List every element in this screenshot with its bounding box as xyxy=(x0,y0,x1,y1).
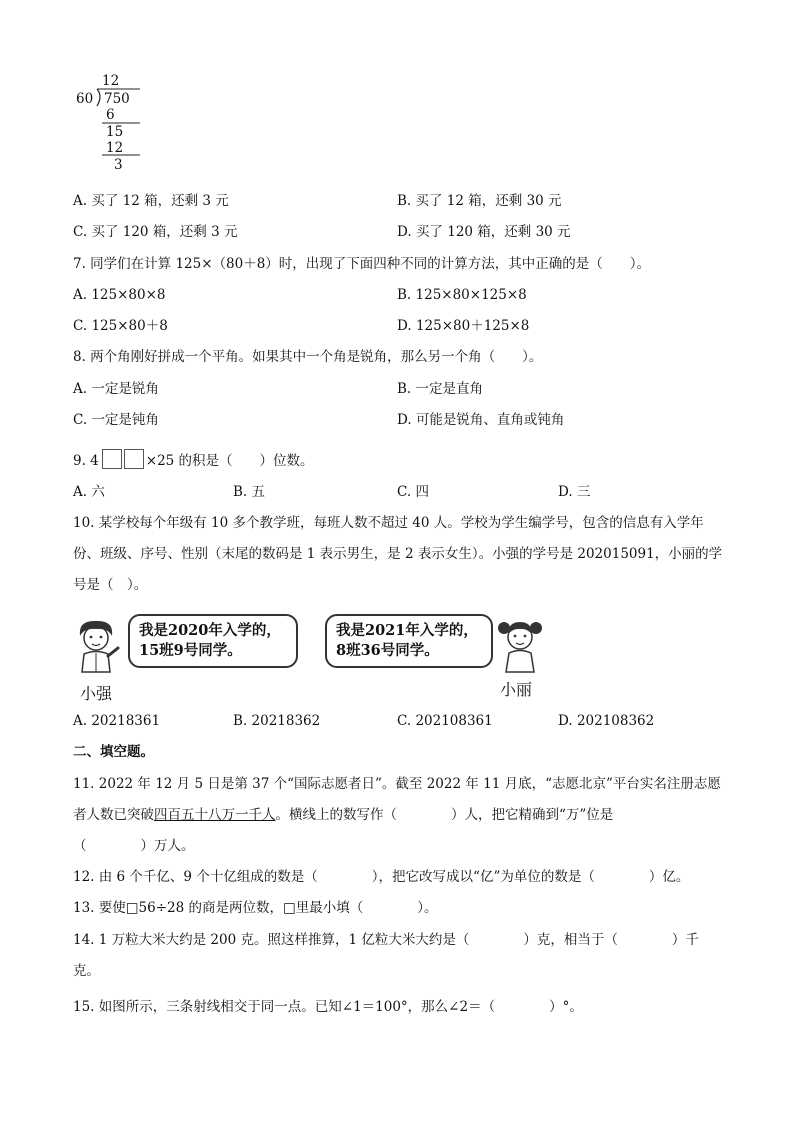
division-step2: 15 xyxy=(106,124,124,140)
division-quotient: 12 xyxy=(102,73,120,89)
question-8-stem: 8. 两个角刚好拼成一个平角。如果其中一个角是锐角，那么另一个角（ ）。 xyxy=(73,349,543,365)
option-b[interactable]: B. 20218362 xyxy=(233,713,321,729)
division-divisor: 60 xyxy=(76,91,94,107)
option-c[interactable]: C. 125×80＋8 xyxy=(73,318,168,334)
division-step3: 12 xyxy=(106,140,124,156)
boy-speech-bubble: 我是2020年入学的， 15班9号同学。 xyxy=(128,614,298,668)
option-a[interactable]: A. 一定是锐角 xyxy=(73,381,159,397)
option-a[interactable]: A. 买了 12 箱，还剩 3 元 xyxy=(73,193,229,209)
boy-name: 小强 xyxy=(80,684,113,703)
question-12: 12. 由 6 个千亿、9 个十亿组成的数是（ ），把它改写成以“亿”为单位的数是（ ）亿。 xyxy=(73,869,690,885)
option-a[interactable]: A. 125×80×8 xyxy=(73,287,166,303)
section-heading: 二、填空题。 xyxy=(73,744,154,760)
question-11-line2: 者人数已突破四百五十八万一千人。横线上的数写作（ ）人，把它精确到“万”位是 xyxy=(73,807,614,823)
blank-box[interactable] xyxy=(102,449,122,469)
option-b[interactable]: B. 五 xyxy=(233,484,266,500)
option-c[interactable]: C. 四 xyxy=(397,484,429,500)
option-d[interactable]: D. 买了 120 箱，还剩 30 元 xyxy=(397,224,571,240)
question-7-stem: 7. 同学们在计算 125×（80＋8）时，出现了下面四种不同的计算方法，其中正确的是（ ）。 xyxy=(73,256,651,272)
question-13: 13. 要使□56÷28 的商是两位数，□里最小填（ ）。 xyxy=(73,900,438,916)
question-15: 15. 如图所示，三条射线相交于同一点。已知∠1＝100°，那么∠2＝（ ）°。 xyxy=(73,999,583,1015)
division-dividend: 750 xyxy=(104,91,130,107)
question-10-line3: 号是（ ）。 xyxy=(73,577,148,593)
option-b[interactable]: B. 买了 12 箱，还剩 30 元 xyxy=(397,193,562,209)
division-step1: 6 xyxy=(106,107,115,123)
option-b[interactable]: B. 一定是直角 xyxy=(397,381,484,397)
division-remainder: 3 xyxy=(114,157,123,173)
boy-icon xyxy=(72,618,122,678)
option-c[interactable]: C. 一定是钝角 xyxy=(73,412,159,428)
question-10-line2: 份、班级、序号、性别（末尾的数码是 1 表示男生，是 2 表示女生）。小强的学号是 202015091，小丽的学 xyxy=(73,546,723,562)
question-10-line1: 10. 某学校每个年级有 10 多个教学班，每班人数不超过 40 人。学校为学生编学号，包含的信息有入学年 xyxy=(73,515,704,531)
option-a[interactable]: A. 六 xyxy=(73,484,105,500)
question-14-line2: 克。 xyxy=(73,963,100,979)
option-c[interactable]: C. 买了 120 箱，还剩 3 元 xyxy=(73,224,238,240)
option-d[interactable]: D. 125×80＋125×8 xyxy=(397,318,530,334)
option-c[interactable]: C. 202108361 xyxy=(397,713,493,729)
question-11-line1: 11. 2022 年 12 月 5 日是第 37 个“国际志愿者日”。截至 2022 年 11 月底，“志愿北京”平台实名注册志愿 xyxy=(73,776,721,792)
question-9-stem: 9. 4 ×25 的积是（ ）位数。 xyxy=(73,449,314,469)
blank-box[interactable] xyxy=(124,449,144,469)
girl-name: 小丽 xyxy=(500,680,533,699)
option-d[interactable]: D. 三 xyxy=(558,484,591,500)
option-d[interactable]: D. 可能是锐角、直角或钝角 xyxy=(397,412,565,428)
underlined-number-words: 四百五十八万一千人 xyxy=(154,807,276,823)
girl-speech-bubble: 我是2021年入学的， 8班36号同学。 xyxy=(325,614,493,668)
option-a[interactable]: A. 20218361 xyxy=(73,713,161,729)
question-14-line1: 14. 1 万粒大米大约是 200 克。照这样推算，1 亿粒大米大约是（ ）克，相当于（ ）千 xyxy=(73,932,699,948)
option-b[interactable]: B. 125×80×125×8 xyxy=(397,287,527,303)
girl-icon xyxy=(496,616,544,674)
question-11-line3: （ ）万人。 xyxy=(73,838,195,854)
option-d[interactable]: D. 202108362 xyxy=(558,713,655,729)
